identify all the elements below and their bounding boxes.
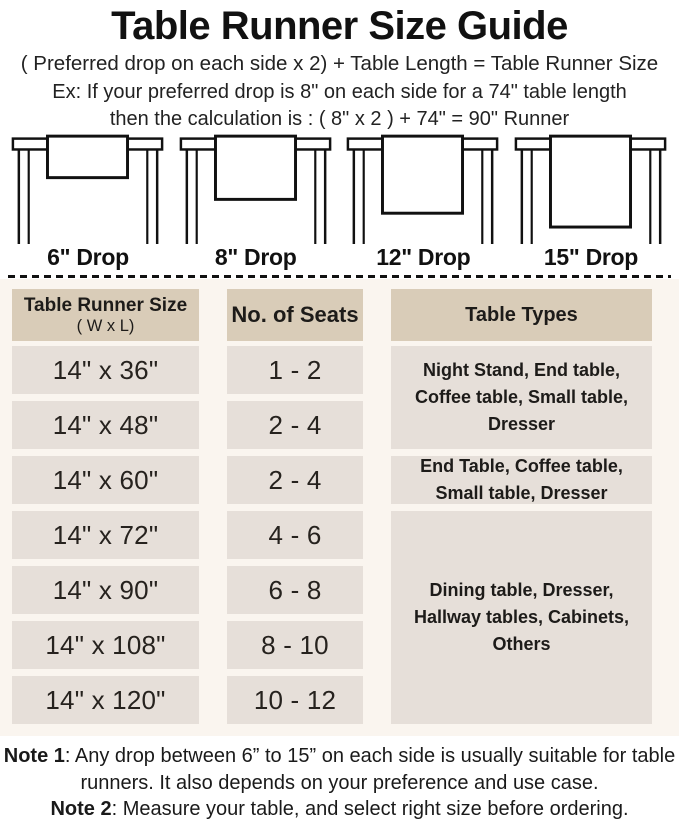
drop-illustrations-row <box>0 132 679 242</box>
runner-drop-rect <box>215 136 295 199</box>
seats-cell: 2 - 4 <box>227 401 363 449</box>
drop-label-15in: 15" Drop <box>543 243 639 270</box>
column-header-runner-size-line1: Table Runner Size <box>23 294 188 316</box>
note-1-text: : Any drop between 6” to 15” on each side is usually suitable for table runners. It also depends on your preference and use case. <box>64 745 676 794</box>
note-2 <box>0 796 679 823</box>
runner-drop-rect <box>550 136 630 227</box>
runner-size-cell: 14" x 48" <box>12 401 199 449</box>
size-chart-body <box>12 346 668 724</box>
runner-size-cell: 14" x 72" <box>12 511 199 559</box>
runner-size-cell: 14" x 36" <box>12 346 199 394</box>
drop-label-12in: 12" Drop <box>376 243 471 270</box>
column-header-runner-size <box>12 289 199 341</box>
size-chart-panel <box>0 279 679 736</box>
seats-cell: 2 - 4 <box>227 456 363 504</box>
runner-size-cell: 14" x 108" <box>12 621 199 669</box>
column-header-runner-size-line2: ( W x L) <box>76 316 135 335</box>
note-1 <box>0 743 679 796</box>
runner-drop-rect <box>383 136 463 213</box>
table-runner-illustration-15in <box>508 134 674 244</box>
table-types-cell-small: Night Stand, End table, Coffee table, Small table, Dresser <box>391 346 652 449</box>
table-runner-illustration-6in <box>5 134 171 244</box>
table-runner-illustration-12in <box>340 134 506 244</box>
notes-section <box>0 736 679 823</box>
table-runner-illustration-8in <box>173 134 339 244</box>
page-title: Table Runner Size Guide <box>111 4 568 48</box>
runner-size-cell: 14" x 60" <box>12 456 199 504</box>
drop-labels-row <box>0 242 679 272</box>
formula-text: ( Preferred drop on each side x 2) + Table Length = Table Runner Size <box>20 52 659 75</box>
table-types-cell-medium: End Table, Coffee table, Small table, Dresser <box>391 456 652 504</box>
runner-size-cell: 14" x 120" <box>12 676 199 724</box>
size-chart-header-row <box>12 289 668 341</box>
drop-label-6in: 6" Drop <box>47 243 129 270</box>
column-header-seats: No. of Seats <box>227 289 363 341</box>
example-line-1: Ex: If your preferred drop is 8" on each side for a 74" table length <box>52 81 627 103</box>
drop-label-8in: 8" Drop <box>214 243 297 270</box>
runner-size-cell: 14" x 90" <box>12 566 199 614</box>
note-1-label: Note 1 <box>3 745 65 767</box>
dashed-divider <box>8 275 671 278</box>
column-header-table-types: Table Types <box>391 289 652 341</box>
seats-cell: 4 - 6 <box>227 511 363 559</box>
note-2-label: Note 2 <box>50 798 112 820</box>
example-line-2: then the calculation is : ( 8" x 2 ) + 74" = 90" Runner <box>109 108 570 130</box>
runner-drop-rect <box>47 136 127 178</box>
table-types-cell-large: Dining table, Dresser, Hallway tables, Cabinets, Others <box>391 511 652 724</box>
seats-cell: 10 - 12 <box>227 676 363 724</box>
seats-cell: 6 - 8 <box>227 566 363 614</box>
seats-cell: 1 - 2 <box>227 346 363 394</box>
seats-cell: 8 - 10 <box>227 621 363 669</box>
note-2-text: : Measure your table, and select right size before ordering. <box>111 798 629 820</box>
